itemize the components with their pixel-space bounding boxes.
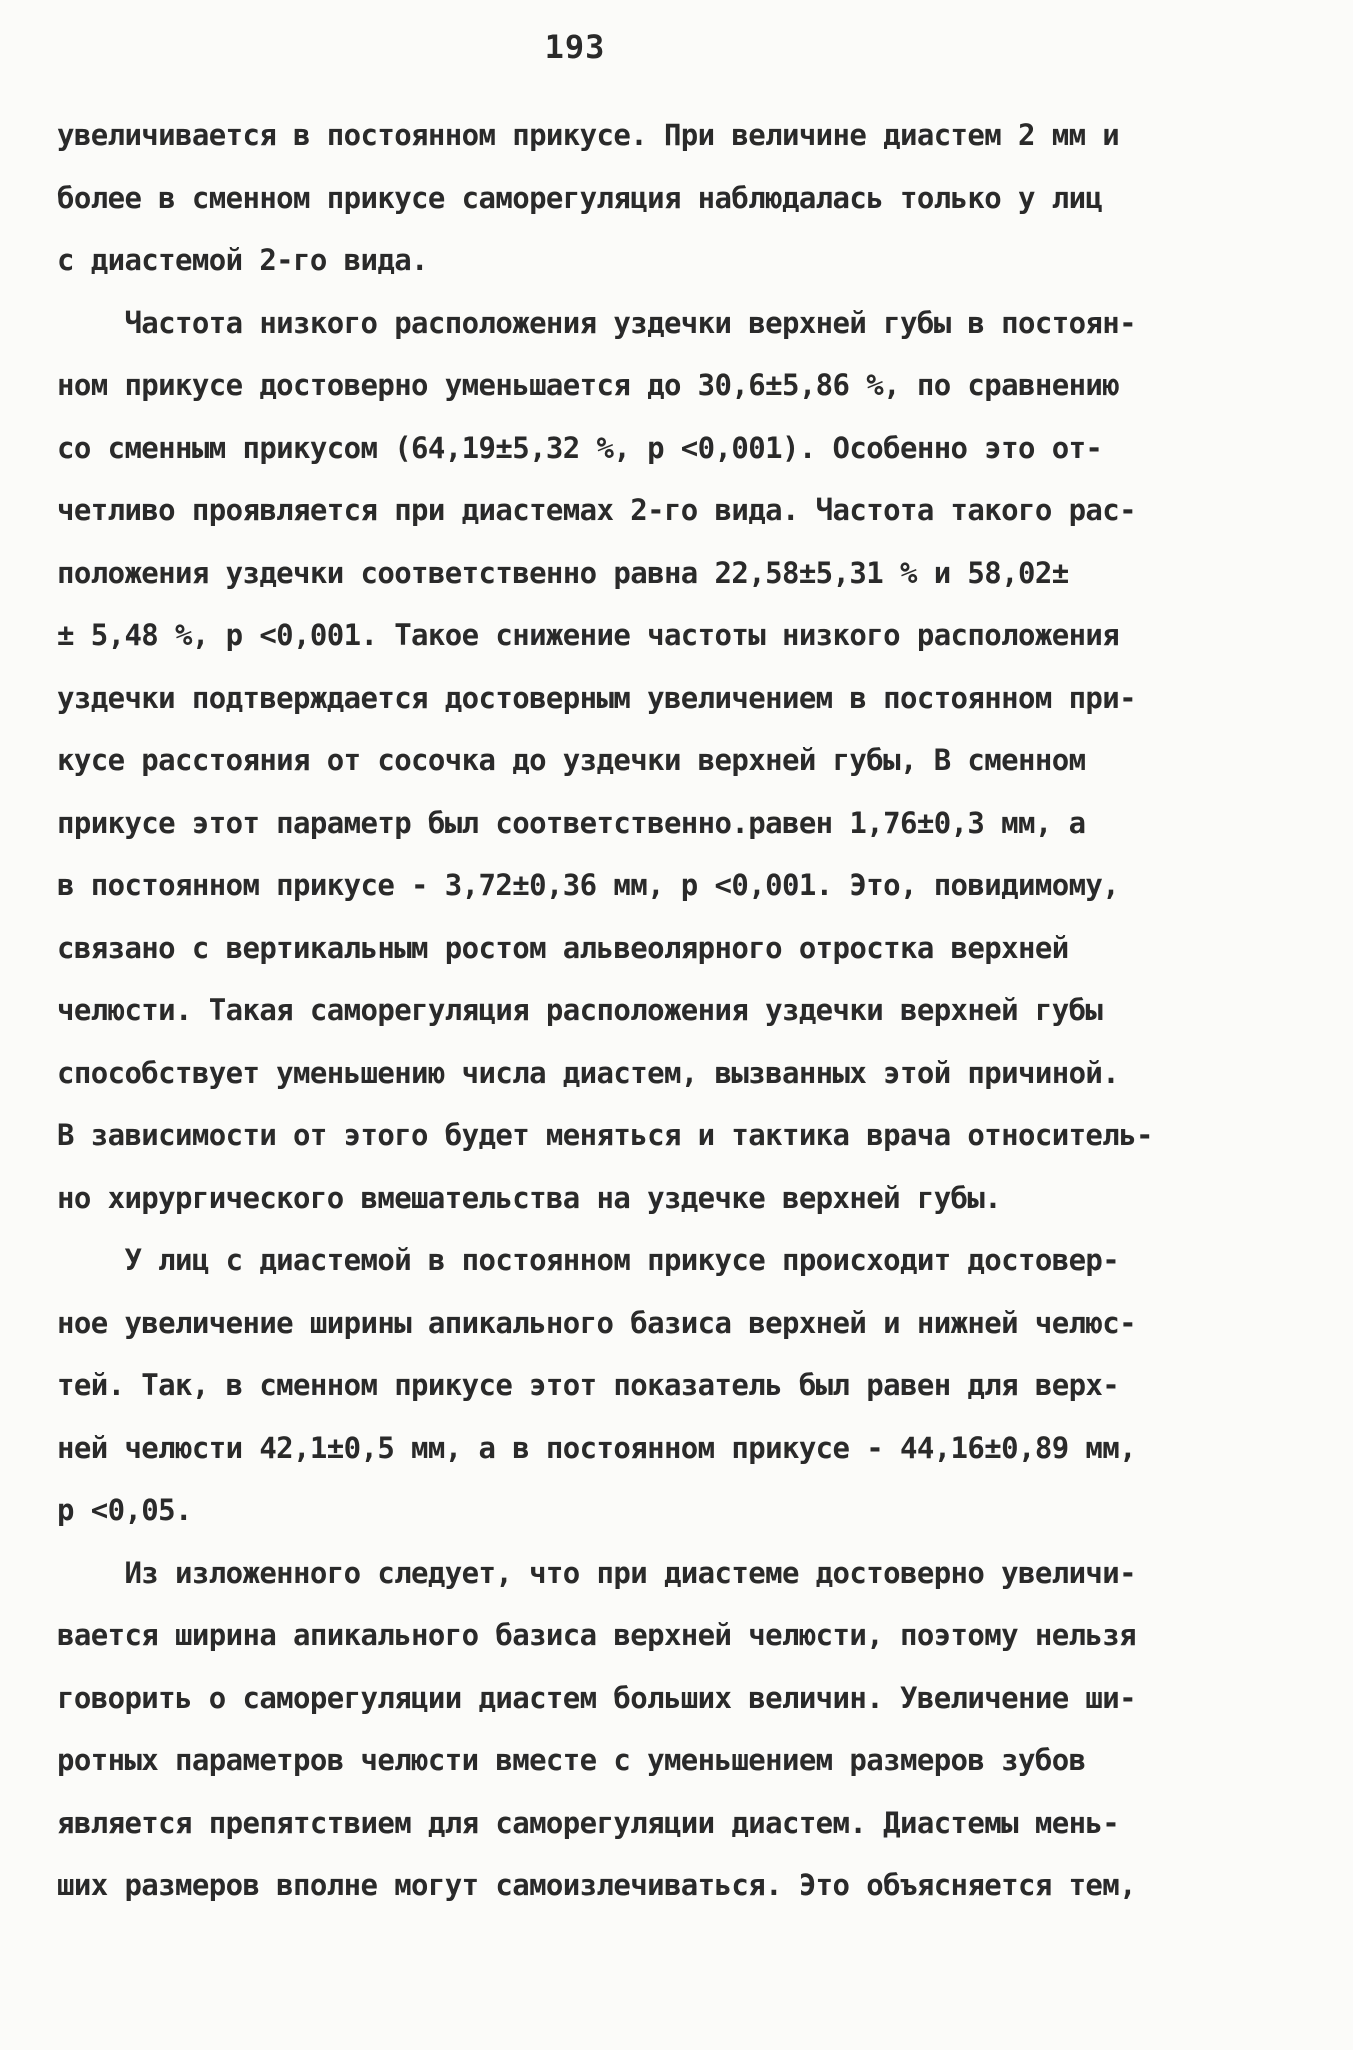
text-line: челюсти. Такая саморегуляция расположения уздечки верхней губы — [57, 993, 1103, 1027]
text-line: кусе расстояния от сосочка до уздечки верхней губы, В сменном — [57, 743, 1086, 777]
text-line: говорить о саморегуляции диастем больших величин. Увеличение ши- — [57, 1680, 1137, 1715]
text-line: способствует уменьшению числа диастем, вызванных этой причиной. — [57, 1055, 1120, 1090]
text-line: более в сменном прикусе саморегуляция наблюдалась только у лиц — [57, 180, 1103, 215]
text-line: У лиц с диастемой в постоянном прикусе происходит достовер- — [57, 1243, 1120, 1277]
paragraph — [57, 292, 1307, 1230]
text-line: ротных параметров челюсти вместе с уменьшением размеров зубов — [57, 1743, 1086, 1777]
paragraph — [57, 1229, 1307, 1542]
text-line: ное увеличение ширины апикального базиса верхней и нижней челюс- — [57, 1305, 1137, 1340]
text-line: со сменным прикусом (64,19±5,32 %, р <0,001). Особенно это от- — [57, 430, 1103, 465]
text-line: тей. Так, в сменном прикусе этот показатель был равен для верх- — [57, 1368, 1120, 1402]
page-number: 193 — [544, 28, 606, 66]
text-line: с диастемой 2-го вида. — [57, 243, 428, 277]
text-line: ± 5,48 %, р <0,001. Такое снижение частоты низкого расположения — [57, 618, 1120, 652]
text-line: увеличивается в постоянном прикусе. При величине диастем 2 мм и — [57, 118, 1120, 152]
text-line: В зависимости от этого будет меняться и тактика врача относитель- — [57, 1118, 1153, 1152]
text-line: связано с вертикальным ростом альвеолярного отростка верхней — [57, 930, 1069, 965]
text-line: ней челюсти 42,1±0,5 мм, а в постоянном прикусе - 44,16±0,89 мм, — [57, 1430, 1137, 1465]
text-line: положения уздечки соответственно равна 22,58±5,31 % и 58,02± — [57, 555, 1069, 590]
text-line: ном прикусе достоверно уменьшается до 30,6±5,86 %, по сравнению — [57, 368, 1120, 402]
text-line: вается ширина апикального базиса верхней челюсти, поэтому нельзя — [57, 1618, 1137, 1652]
text-line: но хирургического вмешательства на уздечке верхней губы. — [57, 1180, 1002, 1215]
body-text — [57, 104, 1307, 1917]
text-line: в постоянном прикусе - 3,72±0,36 мм, р <0,001. Это, повидимому, — [57, 868, 1120, 902]
text-line: р <0,05. — [57, 1493, 192, 1527]
text-line: уздечки подтверждается достоверным увеличением в постоянном при- — [57, 680, 1137, 715]
paragraph — [57, 104, 1307, 292]
text-line: Частота низкого расположения уздечки верхней губы в постоян- — [57, 305, 1137, 340]
text-line: прикусе этот параметр был соответственно.равен 1,76±0,3 мм, а — [57, 805, 1086, 840]
text-line: ших размеров вполне могут самоизлечиваться. Это объясняется тем, — [57, 1868, 1137, 1902]
text-line: Из изложенного следует, что при диастеме достоверно увеличи- — [57, 1555, 1137, 1590]
text-line: четливо проявляется при диастемах 2-го вида. Частота такого рас- — [57, 493, 1137, 527]
text-line: является препятствием для саморегуляции диастем. Диастемы мень- — [57, 1805, 1120, 1840]
paragraph — [57, 1542, 1307, 1917]
